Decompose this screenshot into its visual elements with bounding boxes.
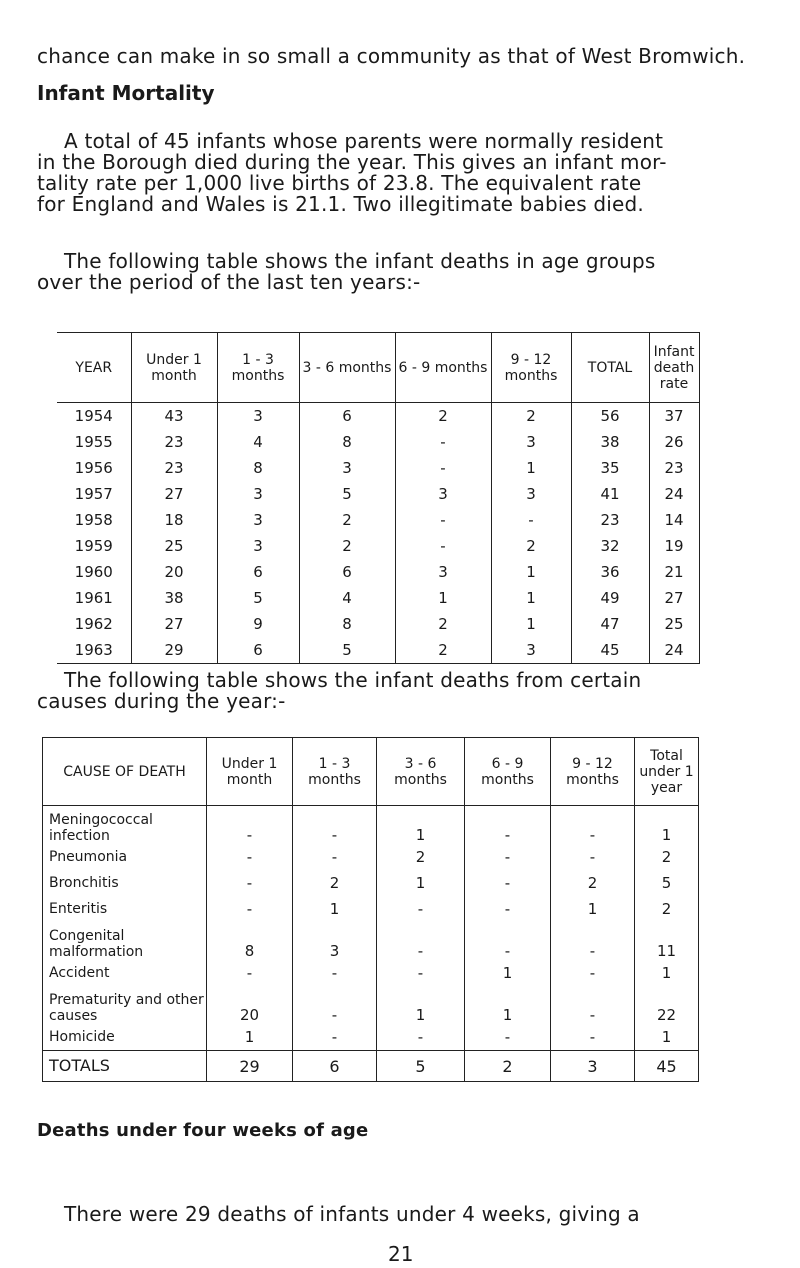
column-header: 6 - 9 months [465,738,551,806]
cause-label: Homicide [49,1029,115,1045]
table-cell: - [551,986,635,1024]
table-row [43,870,699,896]
column-header: 6 - 9 months [395,333,491,403]
table-cell: - [377,896,465,922]
cause-label: Pneumonia [49,849,128,865]
table-row [43,1024,699,1051]
table-cell: 2 [491,403,571,430]
table-cell: 4 [217,429,299,455]
table-cell: - [551,1024,635,1051]
table-cell: 23 [131,429,217,455]
table-cell: 2 [551,870,635,896]
table-cell: 6 [217,559,299,585]
table-cell: 2 [635,844,699,870]
cause-label: Prematurity and other causes [49,992,204,1024]
table-cell: 26 [649,429,699,455]
table-cell: 1 [491,455,571,481]
table-cell: 8 [207,922,293,960]
table-cell: 11 [635,922,699,960]
table-row [57,507,699,533]
table-cell: - [293,806,377,845]
table-cell: 45 [571,637,649,664]
table-cell: 23 [571,507,649,533]
column-header: 3 - 6 months [377,738,465,806]
table-cell: 27 [649,585,699,611]
column-header: 3 - 6 months [299,333,395,403]
table-cell: 43 [131,403,217,430]
table-cell: - [377,1024,465,1051]
table-cell: 25 [649,611,699,637]
section-heading: Infant Mortality [37,81,215,105]
table-cell: - [465,844,551,870]
page-number: 21 [388,1242,414,1266]
table-cell: 2 [395,403,491,430]
table-row [57,429,699,455]
table-cell: 20 [131,559,217,585]
table-cell: - [465,1024,551,1051]
table-row [43,896,699,922]
table-cell: 1958 [74,511,113,529]
table-cell: 2 [377,844,465,870]
table-row [43,844,699,870]
table-cell: 1960 [74,563,113,581]
table-cell: - [395,533,491,559]
table-cell: - [465,922,551,960]
table-cell: 56 [571,403,649,430]
table-cell: 1 [491,585,571,611]
table-cell: - [207,870,293,896]
paragraph-4: There were 29 deaths of infants under 4 weeks, giving a [64,1202,640,1226]
table-cell: 8 [217,455,299,481]
table-cell: 3 [293,922,377,960]
table-cell: 1954 [74,407,113,425]
table-cell: 3 [395,481,491,507]
table-cell: 1 [491,559,571,585]
cause-label: Meningococcal infection [49,812,153,844]
table-cell: 1 [635,1024,699,1051]
table-cell: - [551,806,635,845]
table-cell: 6 [217,637,299,664]
totals-label: TOTALS [43,1051,207,1082]
table-cell: 25 [131,533,217,559]
table-cell: - [207,960,293,986]
table-cell: 1959 [74,537,113,555]
table-cell: 23 [131,455,217,481]
cause-of-death-table [42,737,699,1082]
table-cell: 18 [131,507,217,533]
column-header: YEAR [57,333,131,403]
table-cell: - [293,1024,377,1051]
column-header: 1 - 3 months [217,333,299,403]
table-cell: - [395,507,491,533]
table-cell: 49 [571,585,649,611]
table-row [43,986,699,1024]
table-row [57,585,699,611]
table-cell: 1 [635,806,699,845]
table-cell: 2 [635,896,699,922]
table-cell: 8 [299,429,395,455]
table-cell: 1 [465,960,551,986]
table-cell: 9 [217,611,299,637]
cause-label: Congenital malformation [49,928,144,960]
table-cell: 5 [635,870,699,896]
paragraph-1-line-1: A total of 45 infants whose parents were normally resident [64,129,664,153]
paragraph-1-line-2: in the Borough died during the year. This gives an infant mor- [37,150,667,174]
table-cell: 5 [217,585,299,611]
table-cell: - [207,806,293,845]
table-cell: 22 [635,986,699,1024]
column-header: Total under 1 year [635,738,699,806]
table-cell: 1 [293,896,377,922]
table-cell: - [395,429,491,455]
subheading: Deaths under four weeks of age [37,1120,369,1141]
column-header: TOTAL [571,333,649,403]
table-cell: 41 [571,481,649,507]
table-cell: 3 [217,533,299,559]
total-cell: 6 [293,1051,377,1082]
table-cell: 5 [299,637,395,664]
table-cell: 1 [551,896,635,922]
cause-label: Accident [49,965,110,981]
total-cell: 5 [377,1051,465,1082]
table-cell: 1 [377,870,465,896]
table-cell: - [377,922,465,960]
table-cell: 1 [207,1024,293,1051]
table-cell: 1963 [74,641,113,659]
table-cell: 1961 [74,589,113,607]
paragraph-1-line-3: tality rate per 1,000 live births of 23.8. The equivalent rate [37,171,642,195]
table-cell: 3 [299,455,395,481]
total-cell: 3 [551,1051,635,1082]
table-cell: 37 [649,403,699,430]
table-cell: 3 [491,429,571,455]
age-group-deaths-table [57,332,700,664]
continued-text-line: chance can make in so small a community as that of West Bromwich. [37,44,746,68]
table-cell: 1 [395,585,491,611]
table-cell: 47 [571,611,649,637]
totals-row [43,1051,699,1082]
table-cell: 1 [377,806,465,845]
table-cell: 2 [395,637,491,664]
table-cell: 24 [649,637,699,664]
table-row [43,960,699,986]
table-cell: 38 [571,429,649,455]
table-cell: 2 [395,611,491,637]
total-cell: 2 [465,1051,551,1082]
table-cell: 1 [491,611,571,637]
table-cell: 19 [649,533,699,559]
column-header: CAUSE OF DEATH [43,738,207,806]
table-cell: - [207,844,293,870]
table-cell: - [491,507,571,533]
table-cell: 2 [299,507,395,533]
table-cell: 6 [299,403,395,430]
table-cell: 3 [217,507,299,533]
table-cell: 23 [649,455,699,481]
table-cell: 2 [293,870,377,896]
cause-label: Bronchitis [49,875,119,891]
column-header: 9 - 12 months [551,738,635,806]
column-header: Infant death rate [649,333,699,403]
table-cell: 1 [377,986,465,1024]
paragraph-3-line-2: causes during the year:- [37,689,286,713]
table-cell: 1 [465,986,551,1024]
table-cell: 6 [299,559,395,585]
table-cell: - [395,455,491,481]
table-cell: - [465,870,551,896]
table-cell: - [551,922,635,960]
table-cell: 3 [217,481,299,507]
table-cell: 32 [571,533,649,559]
table-cell: 20 [207,986,293,1024]
table-cell: - [551,844,635,870]
table-cell: 38 [131,585,217,611]
table-cell: 1957 [74,485,113,503]
table-cell: - [293,960,377,986]
total-cell: 45 [635,1051,699,1082]
table-cell: 3 [491,637,571,664]
table-row [57,481,699,507]
table-cell: 24 [649,481,699,507]
paragraph-2-line-2: over the period of the last ten years:- [37,270,421,294]
table-row [57,455,699,481]
table-cell: - [551,960,635,986]
table-row [43,922,699,960]
paragraph-2-line-1: The following table shows the infant deaths in age groups [64,249,656,273]
table-row [57,637,699,664]
table-cell: - [465,896,551,922]
table-cell: 5 [299,481,395,507]
table-cell: 27 [131,611,217,637]
table-cell: 27 [131,481,217,507]
table-cell: 29 [131,637,217,664]
table-cell: 21 [649,559,699,585]
cause-label: Enteritis [49,901,108,917]
table-cell: 2 [299,533,395,559]
table-cell: - [293,986,377,1024]
table-cell: - [293,844,377,870]
table-cell: 4 [299,585,395,611]
table-cell: 1 [635,960,699,986]
column-header: Under 1 month [207,738,293,806]
column-header: Under 1 month [131,333,217,403]
table-cell: 3 [491,481,571,507]
table-cell: 3 [217,403,299,430]
table-cell: 14 [649,507,699,533]
table-cell: 35 [571,455,649,481]
table-cell: 3 [395,559,491,585]
column-header: 1 - 3 months [293,738,377,806]
table-cell: - [465,806,551,845]
table-row [43,806,699,845]
table-row [57,611,699,637]
table-cell: - [377,960,465,986]
table-cell: 1956 [74,459,113,477]
paragraph-3-line-1: The following table shows the infant deaths from certain [64,668,642,692]
table-row [57,533,699,559]
table-row [57,403,699,430]
table-cell: 36 [571,559,649,585]
column-header: 9 - 12 months [491,333,571,403]
table-cell: 8 [299,611,395,637]
table-cell: 2 [491,533,571,559]
table-cell: - [207,896,293,922]
table-cell: 1955 [74,433,113,451]
total-cell: 29 [207,1051,293,1082]
table-row [57,559,699,585]
table-cell: 1962 [74,615,113,633]
paragraph-1-line-4: for England and Wales is 21.1. Two illegitimate babies died. [37,192,644,216]
